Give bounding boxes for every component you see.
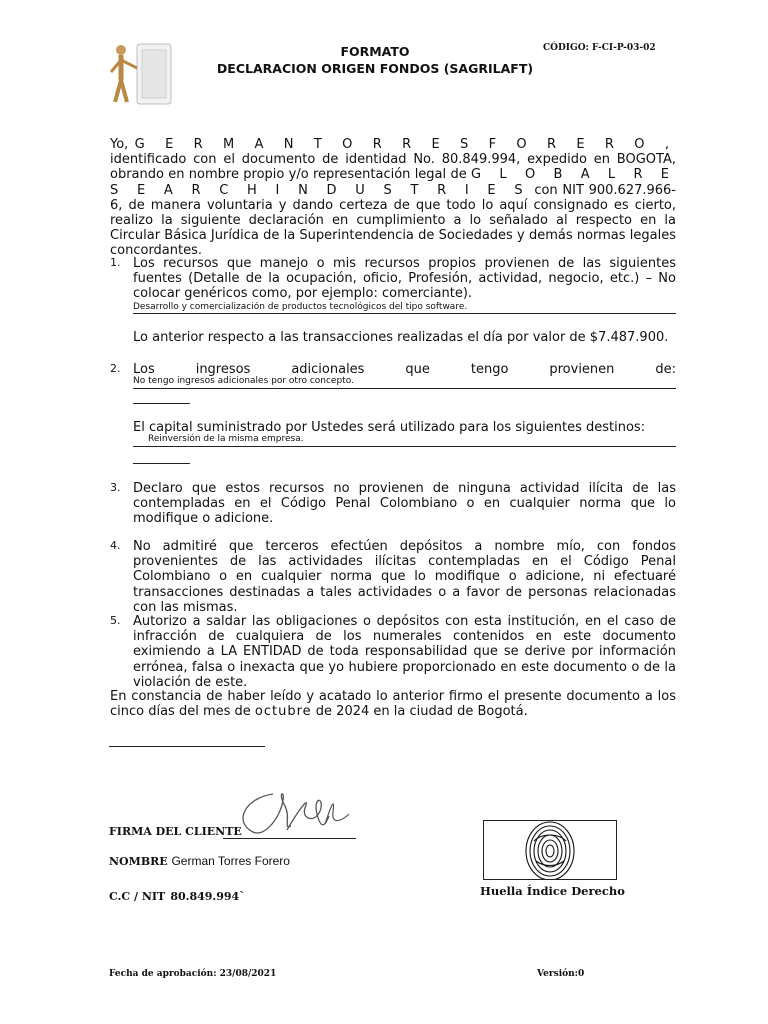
answer-field-2: No tengo ingresos adicionales por otro concepto.	[133, 376, 354, 386]
company-name: G L O B A L R E S E A R C H I N D U S T R I E S	[110, 167, 677, 198]
approval-date: Fecha de aprobación: 23/08/2021	[109, 969, 277, 979]
intro-paragraph: Yo, G E R M A N T O R R E S F O R E R O , identificado con el documento de identidad No. 80.849.994, expedido en BOGOTA, obrando en nombre propio y/o representación legal de G L O B A L R E S E A R C H I N D U S T R I E S con NIT 900.627.966-6, de manera voluntaria y dando certeza de que todo lo aquí consignado es cierto, realizo la siguiente declaración en cumplimiento a lo señalado al respecto en la Circular Básica Jurídica de la Superintendencia de Sociedades y demás normas legales concordantes.	[110, 137, 677, 259]
declaration-item-2: 2. Los ingresos adicionales que tengo provienen de: No tengo ingresos adicionales por otro concepto. El capital suministrado por Ustedes será utilizado para los siguientes destinos: Reinversión de la misma empresa.	[110, 362, 676, 472]
declaration-item-1: 1. Los recursos que manejo o mis recursos propios provienen de las siguientes fuentes (Detalle de la ocupación, oficio, Profesión, actividad, negocio, etc.) – No colocar genéricos como, por ejemplo: comerciante). Desarrollo y comercialización de productos tecnológicos del tipo software. Lo anterior respecto a las transacciones realizadas el día por valor de $7.487.900.	[110, 256, 676, 345]
form-title: FORMATO	[340, 44, 410, 59]
signature-line-top	[109, 746, 265, 747]
form-code: CÓDIGO: F-CI-P-03-02	[543, 43, 656, 53]
cc-label: C.C / NIT	[109, 890, 166, 903]
fingerprint-box	[483, 820, 617, 880]
nombre-row	[109, 854, 290, 868]
declarant-name: G E R M A N T O R R E S F O R E R O ,	[134, 137, 676, 152]
month-field: octubre	[254, 704, 312, 720]
huella-label: Huella Índice Derecho	[480, 884, 625, 898]
fingerprint-icon	[484, 821, 616, 879]
closing-paragraph: En constancia de haber leído y acatado lo anterior firmo el presente documento a los cinco días del mes de octubre de 2024 en la ciudad de Bogotá.	[110, 689, 676, 720]
company-logo	[107, 40, 177, 106]
answer-field-1: Desarrollo y comercialización de productos tecnológicos del tipo software.	[133, 302, 468, 312]
nombre-label: NOMBRE	[109, 855, 168, 868]
cc-row	[109, 885, 245, 904]
firma-label: FIRMA DEL CLIENTE	[109, 825, 242, 838]
form-subtitle: DECLARACION ORIGEN FONDOS (SAGRILAFT)	[216, 61, 534, 76]
answer-field-3: Reinversión de la misma empresa.	[148, 434, 304, 444]
version: Versión:0	[537, 969, 585, 979]
signature-line	[223, 838, 356, 839]
client-signature	[225, 786, 360, 838]
nombre-value: German Torres Forero	[171, 854, 290, 868]
cc-value: 80.849.994`	[170, 890, 245, 903]
